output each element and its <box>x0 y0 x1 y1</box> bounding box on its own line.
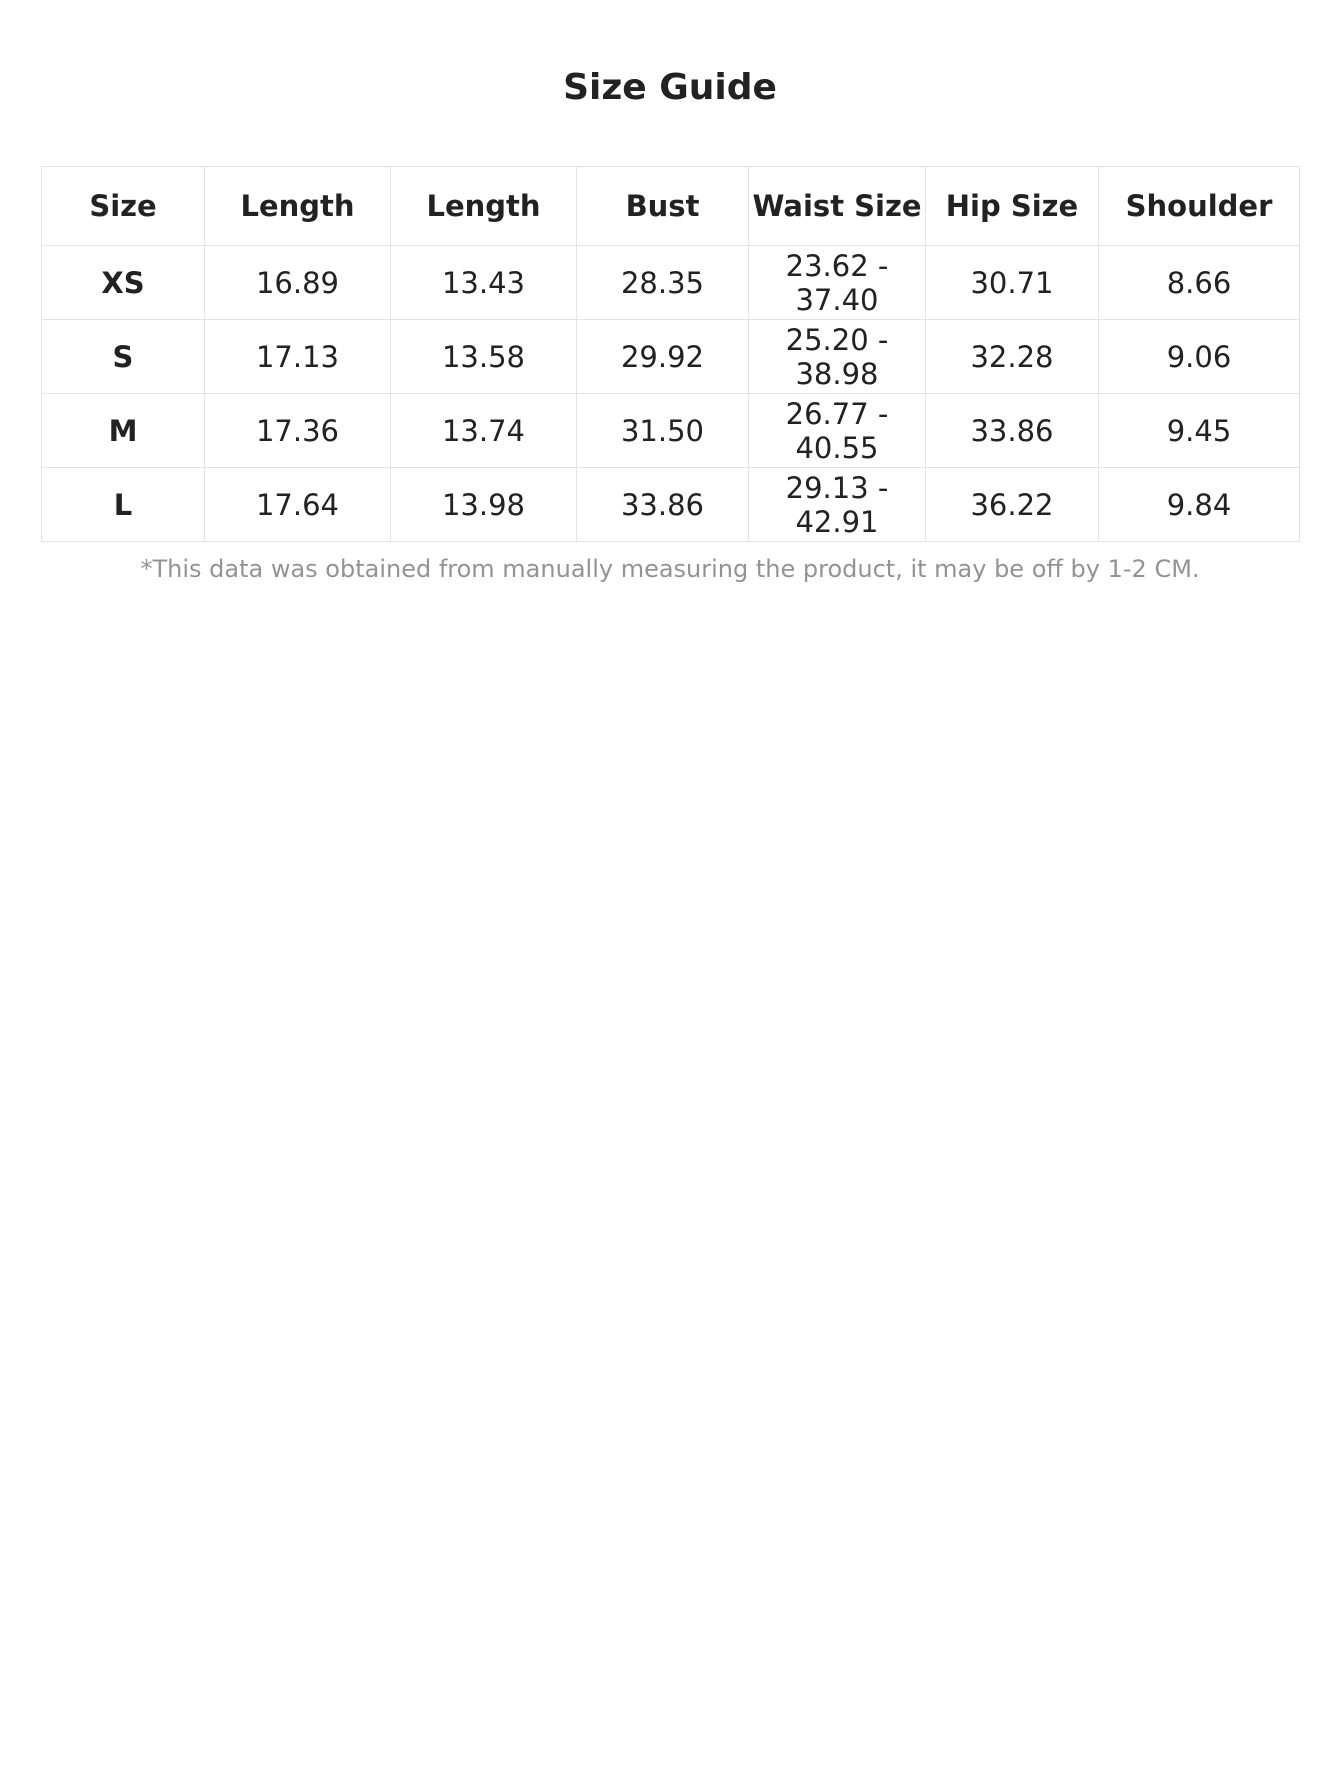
length-second-cell: 13.98 <box>391 468 577 542</box>
shoulder-cell: 8.66 <box>1099 246 1300 320</box>
header-bust: Bust <box>577 167 749 246</box>
shoulder-cell: 9.84 <box>1099 468 1300 542</box>
header-length-second: Length <box>391 167 577 246</box>
bust-cell: 28.35 <box>577 246 749 320</box>
hip-size-cell: 33.86 <box>926 394 1099 468</box>
waist-size-max: 38.98 <box>795 356 879 391</box>
table-row <box>42 394 1300 468</box>
length-second-cell: 13.58 <box>391 320 577 394</box>
size-cell: M <box>42 394 205 468</box>
table-header <box>42 167 1300 246</box>
header-row <box>42 167 1300 246</box>
waist-size-max: 37.40 <box>795 282 879 317</box>
bust-cell: 31.50 <box>577 394 749 468</box>
length-cell: 17.36 <box>205 394 391 468</box>
waist-size-min: 29.13 - <box>785 470 889 505</box>
length-second-cell: 13.74 <box>391 394 577 468</box>
waist-size-cell <box>749 246 926 320</box>
bust-cell: 29.92 <box>577 320 749 394</box>
table-body <box>42 246 1300 542</box>
hip-size-cell: 32.28 <box>926 320 1099 394</box>
size-cell: L <box>42 468 205 542</box>
waist-size-min: 25.20 - <box>785 322 889 357</box>
header-size: Size <box>42 167 205 246</box>
table-row <box>42 246 1300 320</box>
waist-size-min: 23.62 - <box>785 248 889 283</box>
hip-size-cell: 30.71 <box>926 246 1099 320</box>
waist-size-max: 42.91 <box>795 504 879 539</box>
header-shoulder: Shoulder <box>1099 167 1300 246</box>
waist-size-min: 26.77 - <box>785 396 889 431</box>
hip-size-cell: 36.22 <box>926 468 1099 542</box>
table-row <box>42 468 1300 542</box>
measurement-footnote: *This data was obtained from manually measuring the product, it may be off by 1-2 CM. <box>140 555 1200 583</box>
size-guide-table <box>41 166 1300 542</box>
table-row <box>42 320 1300 394</box>
bust-cell: 33.86 <box>577 468 749 542</box>
size-cell: S <box>42 320 205 394</box>
waist-size-max: 40.55 <box>795 430 879 465</box>
header-hip-size: Hip Size <box>926 167 1099 246</box>
length-cell: 17.64 <box>205 468 391 542</box>
header-waist-size: Waist Size <box>749 167 926 246</box>
length-cell: 16.89 <box>205 246 391 320</box>
length-second-cell: 13.43 <box>391 246 577 320</box>
page-title: Size Guide <box>563 67 777 108</box>
shoulder-cell: 9.06 <box>1099 320 1300 394</box>
waist-size-cell <box>749 320 926 394</box>
waist-size-cell <box>749 468 926 542</box>
size-cell: XS <box>42 246 205 320</box>
shoulder-cell: 9.45 <box>1099 394 1300 468</box>
header-length: Length <box>205 167 391 246</box>
length-cell: 17.13 <box>205 320 391 394</box>
waist-size-cell <box>749 394 926 468</box>
